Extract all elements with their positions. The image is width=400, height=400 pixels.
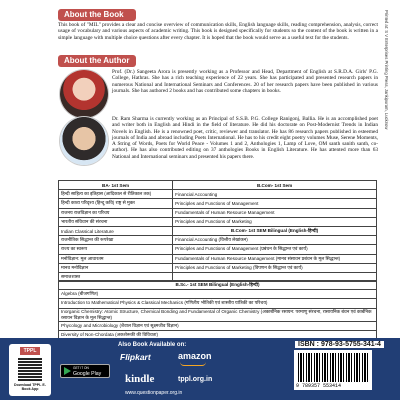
table-cell: हिन्दी साहित्य का इतिहास (आदिकाल से रीतिकाल तक) <box>59 190 173 199</box>
table-row <box>59 299 377 308</box>
table-row <box>59 321 377 330</box>
table-row <box>59 226 377 235</box>
table-cell: हिन्दी काव्य परिदृश्य (हिन्दू कवि) राष्ट्र से मुक्त <box>59 199 173 208</box>
about-author-heading: About the Author <box>58 55 136 67</box>
table-cell: B.Com- 1st SEM Bilingual (English-हिन्दी) <box>173 226 377 235</box>
table-cell: भारतीय संविधान की संरचना <box>59 217 173 226</box>
available-on-label: Also Book Available on: <box>118 342 187 348</box>
table-cell: मानव मनोविज्ञान <box>59 263 173 272</box>
table-row <box>59 208 377 217</box>
table-row <box>59 308 377 321</box>
table-row <box>59 217 377 226</box>
barcode-number: 9 789357 553414 <box>296 383 342 389</box>
tppl-website-link[interactable]: tppl.org.in <box>178 376 213 383</box>
table-cell: Inorganic Chemistry: Atomic Structure, Chemical Bonding and Fundamental of Organic Chemistry (अकार्बनिक रसायन: परमाणु संरचना, रासायनिक बंधन एवं कार्बनिक रसायन विज्ञान के मूल सिद्धान्त) <box>59 308 377 321</box>
table-cell: समाजशास्त्र <box>59 272 173 281</box>
table-cell: Principles and Functions of Management <box>173 199 377 208</box>
table-cell: Fundamentals of Human Resource Management (मानव संसाधन प्रबंधन के मूल सिद्धान्त) <box>173 254 377 263</box>
table-cell: Financial Accounting <box>173 190 377 199</box>
google-play-label <box>73 366 101 377</box>
table-row <box>59 254 377 263</box>
table-cell: राज्य का स्वरूप <box>59 245 173 254</box>
table-cell: Financial Accounting (वित्तीय लेखांकन) <box>173 236 377 245</box>
table-cell: Principles and Functions of Marketing (विपणन के सिद्धान्त एवं कार्य) <box>173 263 377 272</box>
table-cell: Algebra (बीजगणित) <box>59 290 377 299</box>
table-cell: Principles and Functions of Management (प्रबंधन के सिद्धान्त एवं कार्य) <box>173 245 377 254</box>
isbn-label: ISBN : 978-93-5755-341-4 <box>295 341 384 348</box>
table-header: B.Sc.- 1st SEM Bilingual (English-हिन्दी) <box>59 281 377 290</box>
table-header-row <box>59 281 377 290</box>
google-play-big-text: Google Play <box>73 370 102 377</box>
table-cell: मनोविज्ञान: मूल आधारतम <box>59 254 173 263</box>
table-row <box>59 236 377 245</box>
app-download-card[interactable] <box>9 344 51 396</box>
play-store-icon <box>64 367 71 375</box>
syllabus-table-bsc <box>58 280 377 340</box>
printer-side-text <box>384 10 399 260</box>
table-cell: Principles and Functions of Marketing <box>173 217 377 226</box>
amazon-smile-icon <box>180 362 206 366</box>
printer-side-label: Printed at: S V Enterprises Printing Press, Jankipuram, Lucknow <box>384 10 389 130</box>
qr-code-icon <box>18 357 42 381</box>
table-cell: Introduction to Mathematical Physics & Classical Mechanics (गणितीय भौतिकी एवं शास्त्रीय यांत्रिकी का परिचय) <box>59 299 377 308</box>
app-download-caption: Download TPPL E-Book App <box>14 383 46 392</box>
about-book-heading: About the Book <box>58 9 136 21</box>
table-cell: Phycology and Microbiology (शैवाल विज्ञान एवं सूक्ष्मजीव विज्ञान) <box>59 321 377 330</box>
table-row <box>59 290 377 299</box>
tppl-logo: TPPL <box>20 347 40 355</box>
google-play-small-text: GET IT ON <box>73 366 89 370</box>
syllabus-table-ba-bcom <box>58 180 377 282</box>
author1-photo <box>60 70 108 118</box>
amazon-logo[interactable]: amazon <box>178 351 212 361</box>
table-row <box>59 263 377 272</box>
flipkart-logo[interactable]: Flipkart <box>120 352 151 362</box>
about-book-text: This book of "MIL" provides a clear and concise overview of communication skills, English language skills, reading comprehension, analysis, correct usage of vocabulary and various aspects of academic writing. This book is designed specifically for students so the content of the book is written in a simple language with multiple choice questions after every chapter. It is hoped that the book would serve as a useful text for the students. <box>58 22 378 41</box>
barcode <box>294 350 372 390</box>
table-header-row <box>59 181 377 190</box>
table-header: B.Com- 1st Sem <box>173 181 377 190</box>
author2-photo <box>60 117 108 165</box>
barcode-bars <box>298 353 368 382</box>
author1-bio: Prof. (Dr.) Sangeeta Arora is presently working as a Professor and Head, Department of English at S.R.D.A. Girls' P.G. College, Hathras. She has a rich teaching experience of 22 years. She has participated and presented research papers in numerous National and International Seminars and Conferences. 20 of her research papers have been published in various journals. She has authored 2 books and has contributed some chapters in books. <box>112 69 378 94</box>
author2-bio: Dr. Ram Sharma is currently working as an Principal of S.S.B. P.G. College Ranigonj, Ballia. He is an accomplished poet and writer both in English and Hindi in the field of literature. He did his doctorate on Post-Modernist Trends in Indian Novels in English. He is a renowned poet, critic, reviewer and translator. He has 86 research papers published in esteemed journals of India and abroad including Poets International. He has to his credit eight poetry volumes Muse, Serene Moments, A String of Words, Poets for World Peace - Volumes 1 and 2, Anthologies 1, Lamp of Love, OM santh sanith santh, co-author). He has also contributed editing on 37 anthologies Books in English Literature. He has attented more than 63 National and International seminars and presented his papers there. <box>112 116 378 160</box>
table-cell: Fundamentals of Human Resource Management <box>173 208 377 217</box>
table-cell: राजनय राजविज्ञान का परिचय <box>59 208 173 217</box>
google-play-badge[interactable] <box>60 364 110 378</box>
table-cell: Indian Classical Literature <box>59 226 173 235</box>
table-cell: राजनीतिक सिद्धान्त की रूपरेखा <box>59 236 173 245</box>
table-row <box>59 190 377 199</box>
table-row <box>59 245 377 254</box>
table-row <box>59 199 377 208</box>
table-header: BA- 1st Sem <box>59 181 173 190</box>
kindle-logo[interactable]: kindle <box>125 373 155 385</box>
table-cell: Diversity of Non-Chordata (अकशेरूकी की विविधता) <box>59 330 377 339</box>
questionpaper-website-link[interactable]: www.questionpaper.org.in <box>125 390 183 396</box>
